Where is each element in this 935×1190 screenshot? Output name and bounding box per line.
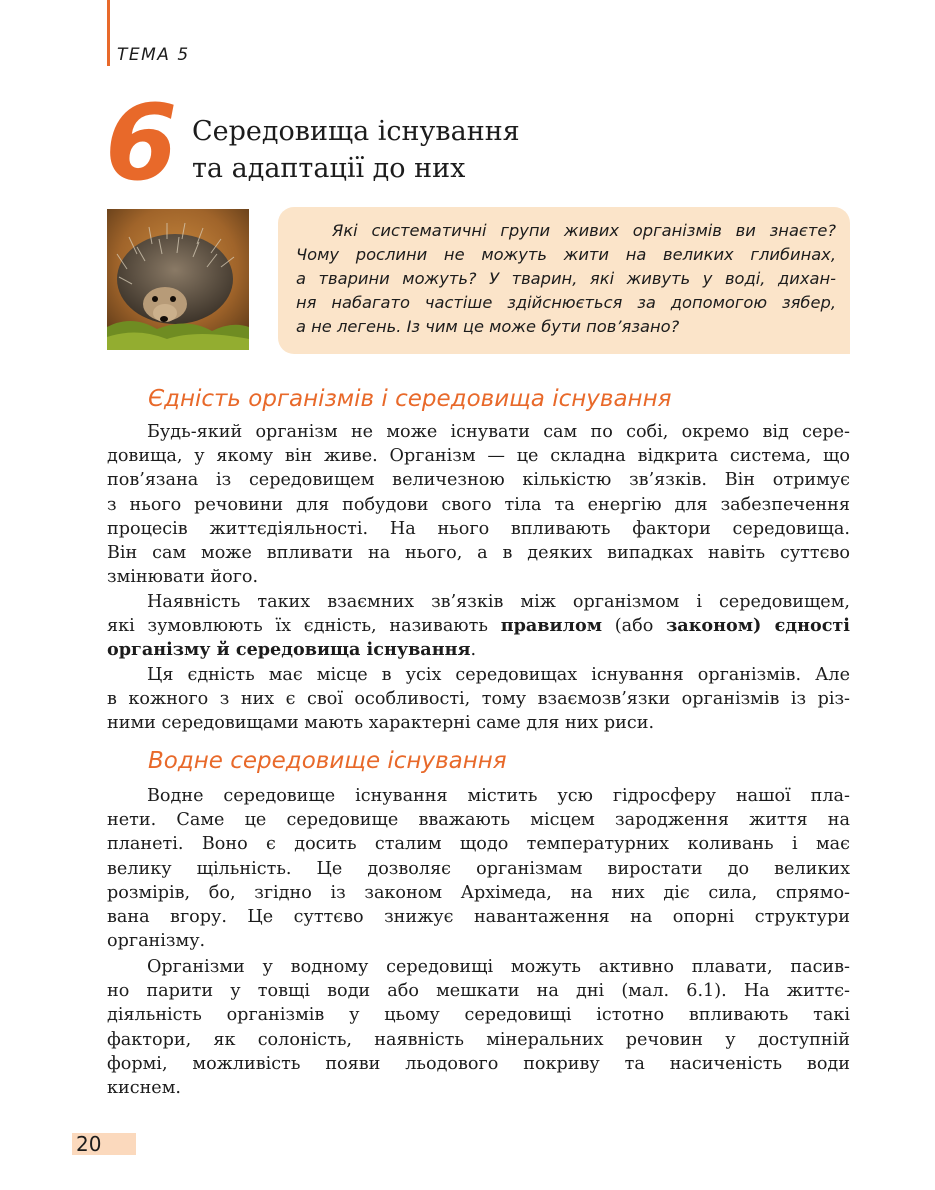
section-heading-unity: Єдність організмів і середовища існування xyxy=(148,386,672,412)
section2-paragraph2 xyxy=(107,955,850,1100)
term-unity: організму й середовища існування xyxy=(107,639,471,661)
text-line: в кожного з них є свої особливості, тому взаємозв’язки організмів із різ- xyxy=(107,689,850,710)
text-fragment: які зумовлюють їх єдність, називають xyxy=(107,616,501,637)
text-line: діяльність організмів у цьому середовищі істотно впливають такі xyxy=(107,1005,850,1026)
text-fragment: . xyxy=(470,640,477,661)
hedgehog-photo xyxy=(107,209,249,350)
text-line: вана вгору. Це суттєво знижує навантаження на опорні структури xyxy=(107,907,850,928)
text-line: но парити у товщі води або мешкати на дні (мал. 6.1). На життє- xyxy=(107,981,850,1002)
text-line: з нього речовини для побудови свого тіла та енергію для забезпечення xyxy=(107,494,850,515)
text-line: довища, у якому він живе. Організм — це складна відкрита система, що xyxy=(107,446,850,467)
text-line xyxy=(107,638,850,662)
chapter-title xyxy=(192,113,520,187)
text-line: Він сам може впливати на нього, а в деяких випадках навіть суттєво xyxy=(107,543,850,564)
page-number: 20 xyxy=(76,1132,102,1156)
text-line: пов’язана із середовищем величезною кількістю зв’язків. Він отримує xyxy=(107,470,850,491)
question-line: а тварини можуть? У тварин, які живуть у воді, дихан- xyxy=(296,269,836,288)
text-line: Водне середовище існування містить усю гідросферу нашої пла- xyxy=(147,786,850,806)
text-line xyxy=(107,614,850,638)
question-line: Чому рослини не можуть жити на великих глибинах, xyxy=(296,245,836,264)
section1-paragraph2 xyxy=(107,590,850,663)
question-line: ня набагато частіше здійснюється за допомогою зябер, xyxy=(296,293,836,312)
section1-paragraph1 xyxy=(107,420,850,589)
tema-accent-bar xyxy=(107,0,110,66)
section1-paragraph3 xyxy=(107,663,850,736)
text-line: Будь-який організм не може існувати сам по собі, окремо від сере- xyxy=(147,422,850,442)
chapter-number: 6 xyxy=(105,82,178,204)
text-line: змінювати його. xyxy=(107,567,259,588)
text-line: Наявність таких взаємних зв’язків між організмом і середовищем, xyxy=(147,592,850,612)
question-box xyxy=(278,207,850,354)
text-line: киснем. xyxy=(107,1078,181,1099)
section2-paragraph1 xyxy=(107,784,850,953)
text-line: ними середовищами мають характерні саме для них риси. xyxy=(107,713,655,734)
section-heading-water: Водне середовище існування xyxy=(148,748,507,774)
chapter-title-line: та адаптації до них xyxy=(192,153,466,184)
text-line: велику щільність. Це дозволяє організмам виростати до великих xyxy=(107,858,850,879)
text-fragment: (або xyxy=(601,616,667,637)
question-line: Які систематичні групи живих організмів ви знаєте? xyxy=(332,221,836,240)
term-rule: правилом xyxy=(500,615,602,637)
question-line: а не легень. Із чим це може бути пов’язано? xyxy=(296,317,680,336)
term-law: законом) єдності xyxy=(666,615,850,637)
text-line: Ця єдність має місце в усіх середовищах існування організмів. Але xyxy=(147,665,850,685)
tema-label: ТЕМА 5 xyxy=(117,45,190,65)
text-line: планеті. Воно є досить сталим щодо температурних коливань і має xyxy=(107,834,850,855)
text-line: розмірів, бо, згідно із законом Архімеда, на них діє сила, спрямо- xyxy=(107,882,850,903)
chapter-title-line: Середовища існування xyxy=(192,116,520,147)
text-line: фактори, як солоність, наявність мінеральних речовин у доступній xyxy=(107,1029,850,1050)
text-line: процесів життєдіяльності. На нього впливають фактори середовища. xyxy=(107,518,850,539)
text-line: формі, можливість появи льодового покриву та насиченість води xyxy=(107,1053,850,1074)
text-line: організму. xyxy=(107,931,206,952)
text-line: Організми у водному середовищі можуть активно плавати, пасив- xyxy=(147,957,850,977)
text-line: нети. Саме це середовище вважають місцем зародження життя на xyxy=(107,810,850,831)
